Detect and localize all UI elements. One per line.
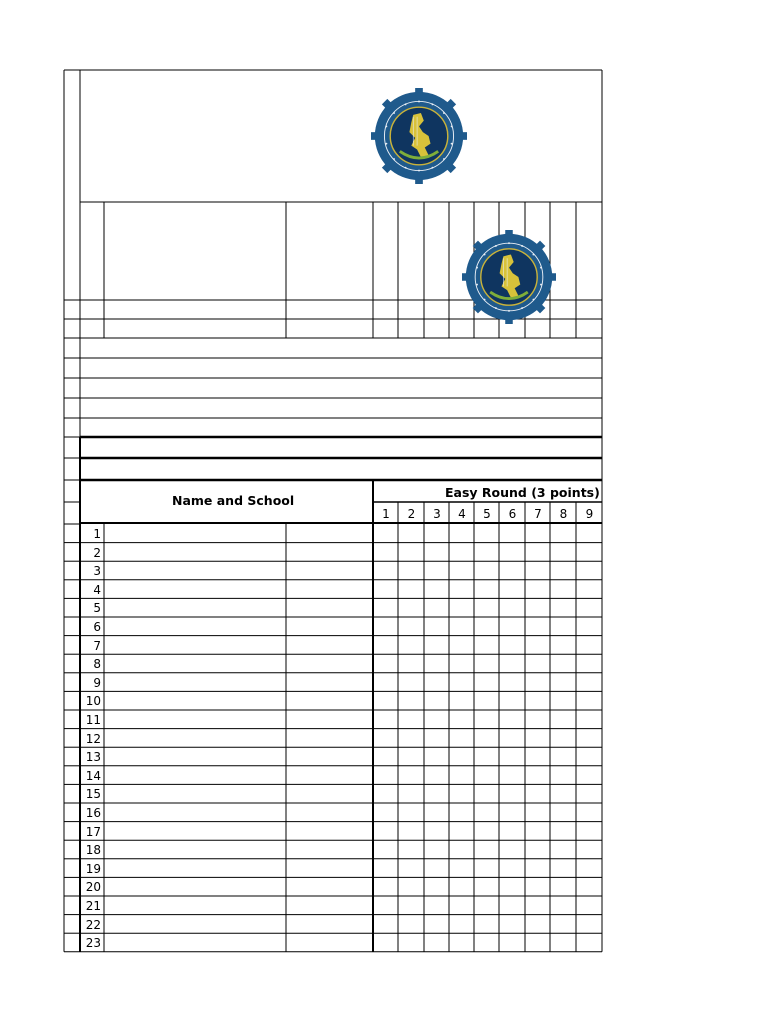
question-number: 4 — [458, 507, 466, 521]
participant-row-number: 14 — [85, 768, 101, 783]
participant-row-number: 13 — [85, 750, 101, 765]
question-number: 2 — [407, 507, 416, 521]
question-number: 9 — [585, 507, 594, 521]
participant-row-number: 4 — [93, 582, 101, 597]
participant-row-number: 11 — [85, 713, 101, 727]
participant-row-number: 22 — [85, 917, 101, 932]
participant-row-number: 16 — [85, 806, 101, 820]
participant-row-number: 12 — [85, 731, 101, 746]
participant-row-number: 23 — [85, 936, 101, 951]
participant-row-number: 2 — [93, 545, 101, 560]
participant-row-number: 21 — [85, 899, 101, 913]
question-number: 7 — [534, 507, 542, 521]
seal-logo-second — [461, 230, 557, 324]
question-number: 5 — [483, 507, 491, 521]
participant-row-number: 18 — [85, 843, 101, 858]
participant-row-number: 7 — [93, 638, 101, 653]
question-number: 6 — [508, 507, 517, 521]
participant-row-number: 3 — [93, 564, 101, 579]
participant-row-number: 1 — [93, 527, 101, 541]
seal-logo-top — [370, 88, 468, 184]
participant-row-number: 10 — [85, 694, 101, 709]
participant-row-number: 15 — [85, 787, 101, 802]
question-number: 8 — [559, 507, 568, 521]
question-number: 1 — [382, 507, 390, 521]
easy-round-header: Easy Round (3 points) — [445, 485, 600, 500]
question-number: 3 — [433, 507, 441, 521]
participant-row-number: 8 — [93, 657, 101, 672]
participant-row-number: 19 — [85, 861, 101, 876]
name-school-header: Name and School — [172, 493, 295, 508]
participant-row-number: 17 — [85, 824, 101, 839]
participant-row-number: 9 — [93, 675, 101, 690]
participant-row-number: 5 — [93, 601, 101, 616]
participant-row-number: 20 — [85, 880, 101, 895]
participant-row-number: 6 — [93, 620, 101, 634]
